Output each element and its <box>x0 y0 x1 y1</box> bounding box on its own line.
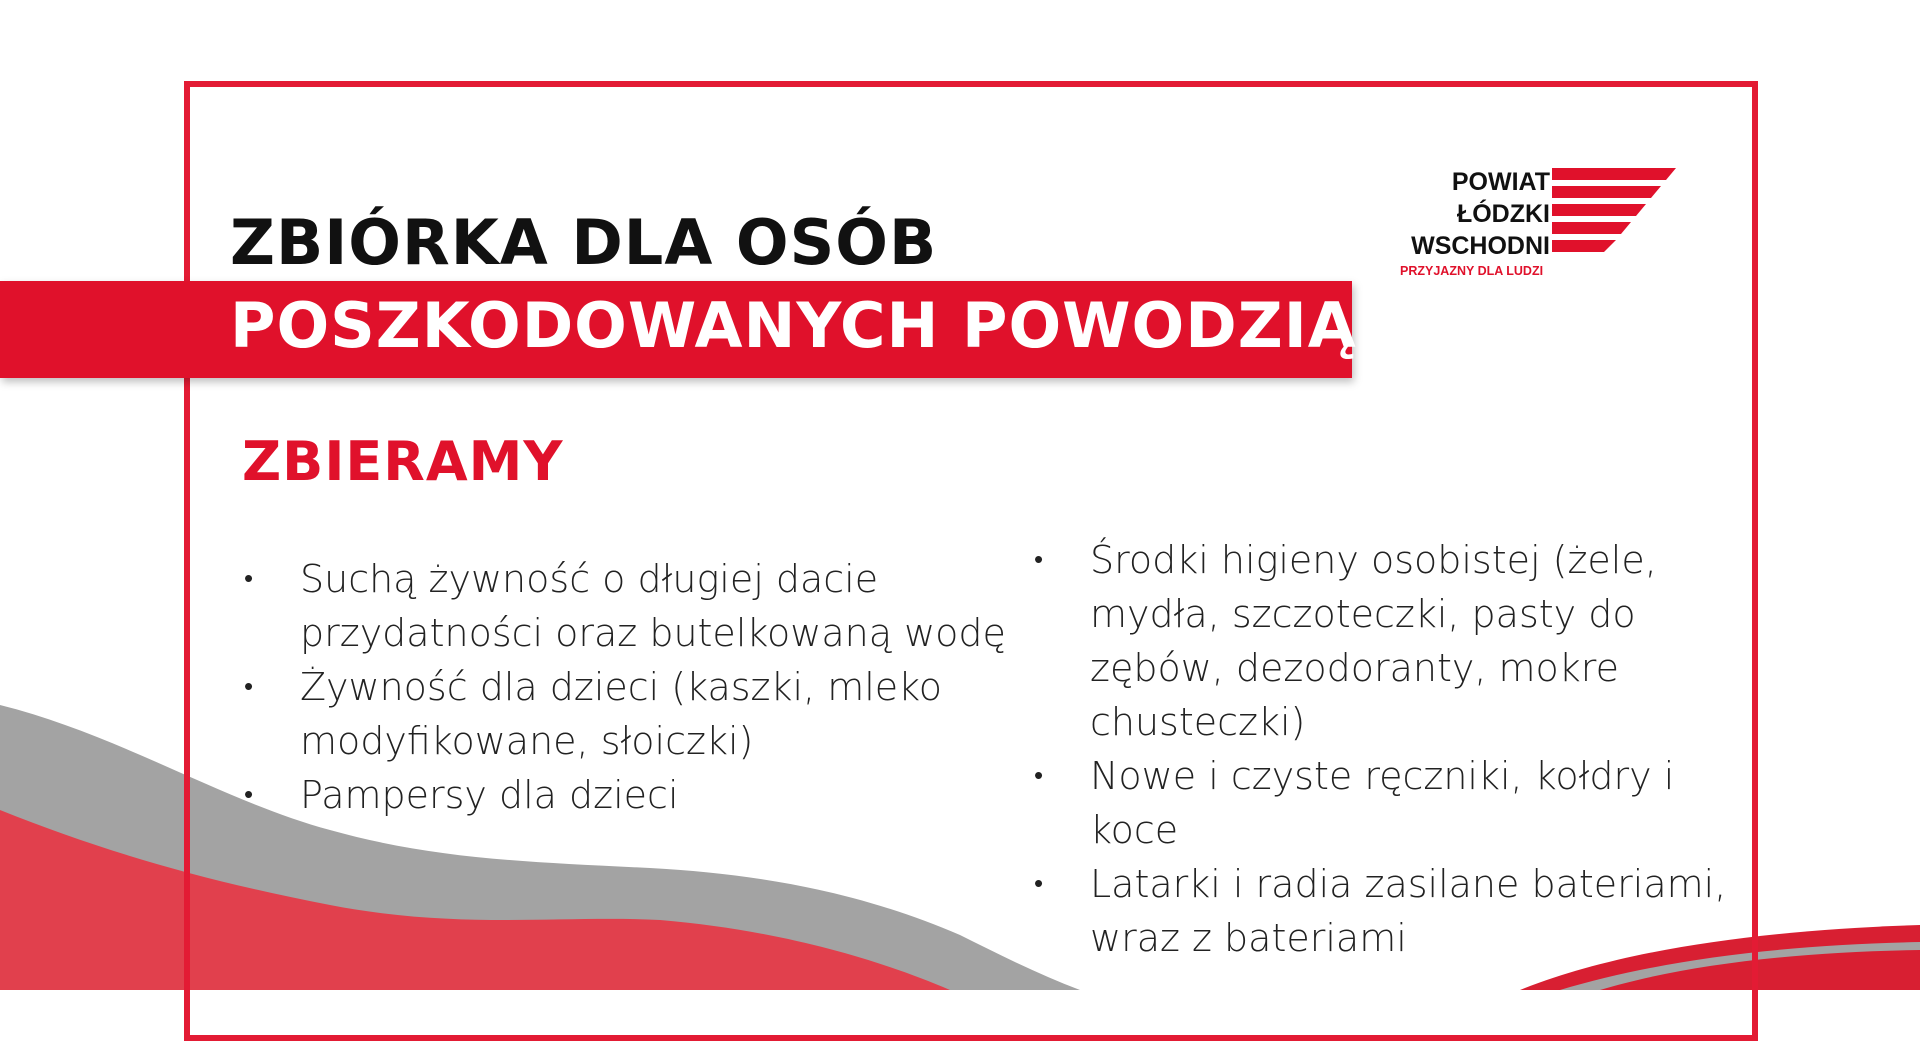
logo-powiat <box>1386 160 1686 285</box>
list-item <box>1034 533 1734 749</box>
collection-list-right <box>1034 533 1734 965</box>
logo-stripes-icon <box>1552 168 1676 263</box>
list-item <box>244 552 1044 660</box>
bullet-icon: • <box>244 672 254 702</box>
logo-tagline: PRZYJAZNY DLA LUDZI <box>1400 264 1544 278</box>
collection-list-left <box>244 552 1044 822</box>
bullet-icon: • <box>244 780 254 810</box>
bullet-icon: • <box>1034 545 1044 575</box>
list-item-text: Suchą żywność o długiej dacie przydatności oraz butelkowaną wodę <box>300 557 1006 655</box>
list-item-text: Środki higieny osobistej (żele, mydła, szczoteczki, pasty do zębów, dezodoranty, mokre chusteczki) <box>1090 538 1657 744</box>
logo-line-3: WSCHODNI <box>1411 232 1550 260</box>
title-line-1: ZBIÓRKA DLA OSÓB <box>230 206 938 279</box>
list-item <box>1034 857 1734 965</box>
logo-line-1: POWIAT <box>1451 168 1550 196</box>
bullet-icon: • <box>244 564 254 594</box>
bullet-icon: • <box>1034 869 1044 899</box>
list-item-text: Żywność dla dzieci (kaszki, mleko modyfikowane, słoiczki) <box>300 665 943 763</box>
list-item-text: Pampersy dla dzieci <box>300 773 679 817</box>
list-item-text: Nowe i czyste ręczniki, kołdry i koce <box>1090 754 1675 852</box>
section-heading: ZBIERAMY <box>242 430 564 493</box>
list-item <box>244 768 1044 822</box>
logo-text <box>1411 166 1550 262</box>
list-item <box>244 660 1044 768</box>
logo-line-2: ŁÓDZKI <box>1456 200 1550 228</box>
title-line-2: POSZKODOWANYCH POWODZIĄ <box>230 289 1357 362</box>
list-item-text: Latarki i radia zasilane bateriami, wraz z bateriami <box>1090 862 1727 960</box>
bullet-icon: • <box>1034 761 1044 791</box>
list-item <box>1034 749 1734 857</box>
